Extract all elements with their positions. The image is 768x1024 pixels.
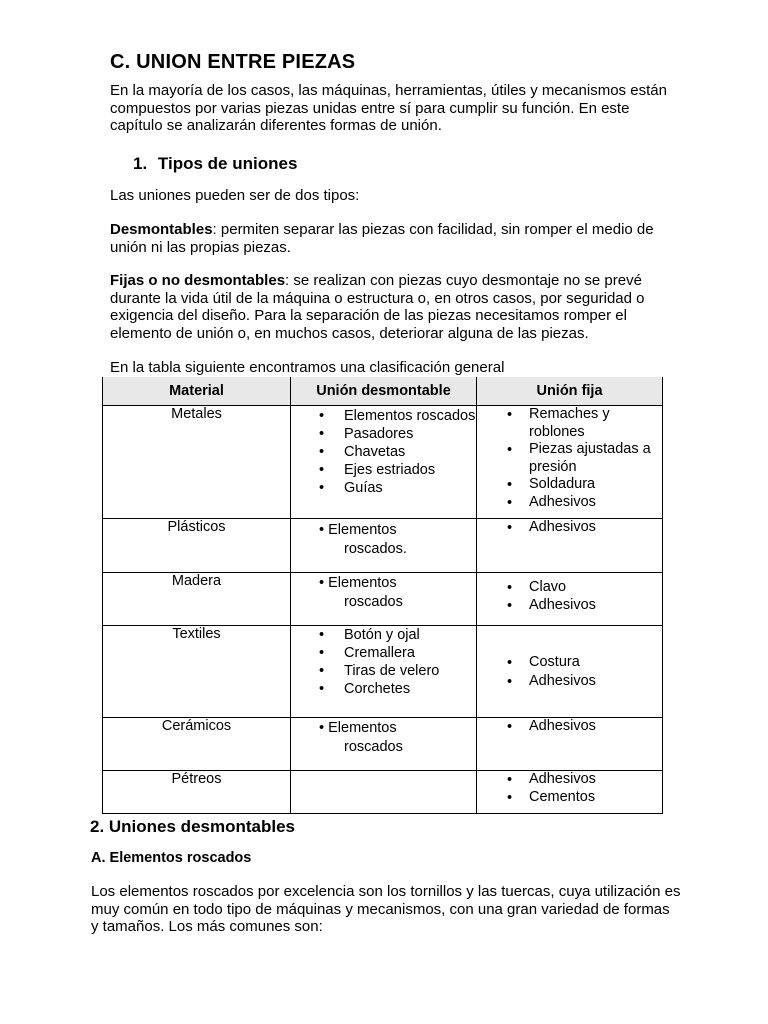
bullet-icon: • (507, 654, 513, 671)
list-item: • Chavetas (319, 444, 406, 460)
list-item: • Adhesivos (507, 672, 596, 690)
bullet-icon: • (319, 627, 325, 643)
table-row-ceramicos (103, 718, 663, 771)
types-intro: Las uniones pueden ser de dos tipos: (110, 187, 360, 204)
list-item: • Cremallera (319, 645, 415, 661)
fija-cell (477, 406, 663, 519)
subsection-2a-heading: A. Elementos roscados (91, 850, 252, 866)
material-cell: Textiles (103, 626, 291, 718)
fija-cell (477, 519, 663, 573)
fijas-text: : se realizan con piezas cuyo desmontaje no se prevé durante la vida útil de la máquina o estructura o, en otros casos, por seguridad o exigencia del diseño. Para la separación de las piezas necesitamos romper el elemento de unión o, en muchos casos, deteriorar alguna de las piezas. (110, 272, 645, 342)
bullet-icon: • (319, 408, 325, 424)
bullet-icon: • (507, 494, 513, 511)
desmontables-paragraph (110, 221, 675, 256)
bullet-icon: • (319, 720, 325, 736)
desmontable-cell (291, 519, 477, 573)
material-cell: Metales (103, 406, 291, 519)
list-item: • Remaches y roblones (507, 406, 610, 440)
table-row-madera (103, 573, 663, 626)
list-item: • Elementos roscados (319, 408, 476, 424)
desmontables-text: : permiten separar las piezas con facilidad, sin romper el medio de unión ni las propias piezas. (110, 221, 654, 256)
table-row-plasticos (103, 519, 663, 573)
list-item: • Elementos roscados. (319, 522, 407, 557)
bullet-icon: • (507, 477, 513, 493)
list-item: • Botón y ojal (319, 627, 420, 643)
table-row-petreos (103, 771, 663, 814)
list-item: • Piezas ajustadas a presión (507, 441, 651, 475)
bullet-icon: • (507, 789, 513, 806)
list-item: • Adhesivos (507, 519, 596, 536)
header-desmontable: Unión desmontable (291, 377, 477, 406)
material-cell: Plásticos (103, 519, 291, 573)
desmontable-cell (291, 406, 477, 519)
list-item: • Adhesivos (507, 596, 596, 614)
fijas-term: Fijas o no desmontables (110, 272, 286, 289)
desmontable-cell (291, 771, 477, 814)
table-row-metales (103, 406, 663, 519)
bullet-icon: • (507, 719, 513, 735)
bullet-icon: • (319, 522, 325, 538)
list-item: • Costura (507, 653, 580, 671)
list-item: • Adhesivos (507, 718, 596, 735)
bullet-icon: • (319, 444, 325, 460)
list-item: • Adhesivos (507, 771, 596, 788)
intro-paragraph: En la mayoría de los casos, las máquinas, herramientas, útiles y mecanismos están compuestos por varias piezas unidas entre sí para cumplir su función. En este capítulo se analizarán diferentes formas de unión. (110, 82, 667, 135)
bullet-icon: • (319, 480, 325, 496)
union-classification-table (102, 377, 663, 814)
list-item: • Corchetes (319, 681, 411, 697)
list-item: • Adhesivos (507, 493, 596, 511)
desmontable-cell (291, 626, 477, 718)
subsection-1-heading (133, 154, 297, 174)
bullet-icon: • (319, 462, 325, 478)
bullet-icon: • (507, 597, 513, 614)
list-item: • Clavo (507, 579, 567, 596)
list-item: • Ejes estriados (319, 462, 436, 478)
list-item: • Elementos roscados (319, 720, 403, 755)
header-fija: Unión fija (477, 377, 663, 406)
desmontable-cell (291, 573, 477, 626)
page-title: C. UNION ENTRE PIEZAS (110, 51, 356, 73)
list-item: • Pasadores (319, 426, 414, 442)
final-paragraph: Los elementos roscados por excelencia son los tornillos y las tuercas, cuya utilización es muy común en todo tipo de máquinas y mecanismos, con una gran variedad de formas y tamaños. Los más comunes son: (91, 883, 681, 936)
list-item: • Cementos (507, 788, 596, 806)
bullet-icon: • (507, 520, 513, 536)
fija-cell (477, 573, 663, 626)
bullet-icon: • (507, 407, 513, 423)
material-cell: Cerámicos (103, 718, 291, 771)
bullet-icon: • (319, 575, 325, 591)
desmontables-term: Desmontables (110, 221, 213, 238)
fijas-paragraph (110, 272, 665, 342)
table-intro: En la tabla siguiente encontramos una clasificación general (110, 359, 505, 376)
material-cell: Pétreos (103, 771, 291, 814)
list-item: • Elementos roscados (319, 575, 403, 610)
table-row-textiles (103, 626, 663, 718)
fija-cell (477, 771, 663, 814)
bullet-icon: • (507, 772, 513, 788)
subsection-1-number: 1. (133, 154, 148, 173)
bullet-icon: • (319, 663, 325, 679)
list-item: • Soldadura (507, 476, 596, 493)
subsection-2-heading: 2. Uniones desmontables (90, 817, 295, 836)
material-cell: Madera (103, 573, 291, 626)
table-header-row (103, 377, 663, 406)
bullet-icon: • (319, 426, 325, 442)
fija-cell (477, 718, 663, 771)
bullet-icon: • (507, 442, 513, 458)
bullet-icon: • (319, 645, 325, 661)
list-item: • Tiras de velero (319, 663, 440, 679)
subsection-1-title: Tipos de uniones (157, 154, 298, 173)
list-item: • Guías (319, 480, 383, 496)
bullet-icon: • (319, 681, 325, 697)
desmontable-cell (291, 718, 477, 771)
bullet-icon: • (507, 673, 513, 690)
bullet-icon: • (507, 580, 513, 596)
header-material: Material (103, 377, 291, 406)
fija-cell (477, 626, 663, 718)
